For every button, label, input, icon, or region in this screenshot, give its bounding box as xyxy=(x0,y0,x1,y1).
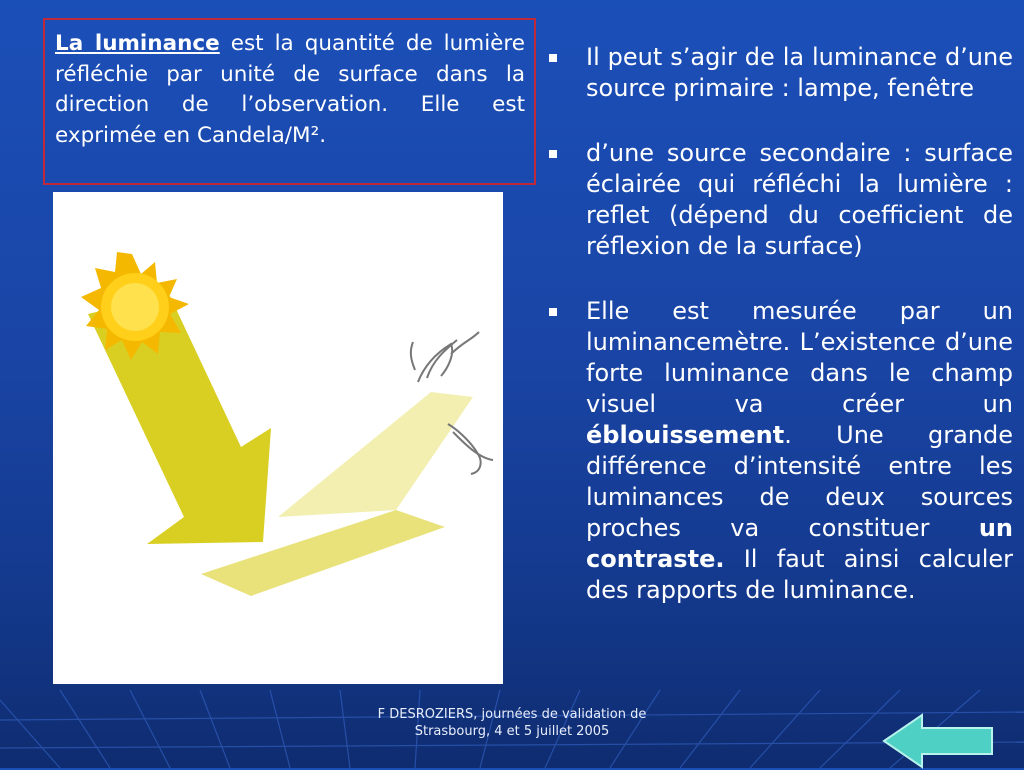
bullet-text: d’une source secondaire : surface éclairée qui réfléchi la lumière : reflet (dépend du coefficient de réflexion de la surface) xyxy=(586,139,1013,260)
bullet-text: Il peut s’agir de la luminance d’une source primaire : lampe, fenêtre xyxy=(586,43,1013,102)
bullet-item-secondary-source xyxy=(546,138,1013,262)
bullet-item-primary-source xyxy=(546,42,1013,104)
bullet-emphasis-eblouissement: éblouissement xyxy=(586,421,785,449)
definition-box xyxy=(43,18,536,185)
bullet-icon xyxy=(549,54,557,62)
bullet-text: . Une grande différence d’intensité entre les luminances de deux sources proches va constituer xyxy=(586,421,1013,542)
luminance-illustration xyxy=(53,192,503,684)
bullet-icon xyxy=(549,150,557,158)
back-arrow-icon xyxy=(884,715,992,767)
bullet-item-measurement xyxy=(546,296,1013,606)
definition-term: La luminance xyxy=(55,31,220,56)
bullet-text: Il faut ainsi calculer des rapports de luminance. xyxy=(586,545,1013,604)
light-beam-icon xyxy=(278,392,473,517)
bullet-list xyxy=(546,42,1013,640)
definition-text: est la quantité de lumière réfléchie par unité de surface dans la direction de l’observation. Elle est exprimée en Candela/M². xyxy=(55,31,526,148)
footer-line-1: F DESROZIERS, journées de validation de xyxy=(377,707,647,722)
bullet-emphasis-contraste: un contraste. xyxy=(586,514,1013,573)
back-arrow-button[interactable] xyxy=(882,712,996,770)
bullet-text: Elle est mesurée par un luminancemètre. L’existence d’une forte luminance dans le champ visuel va créer un xyxy=(586,297,1013,418)
bullet-icon xyxy=(549,308,557,316)
footer xyxy=(340,706,684,740)
footer-line-2: Strasbourg, 4 et 5 juillet 2005 xyxy=(414,724,610,739)
